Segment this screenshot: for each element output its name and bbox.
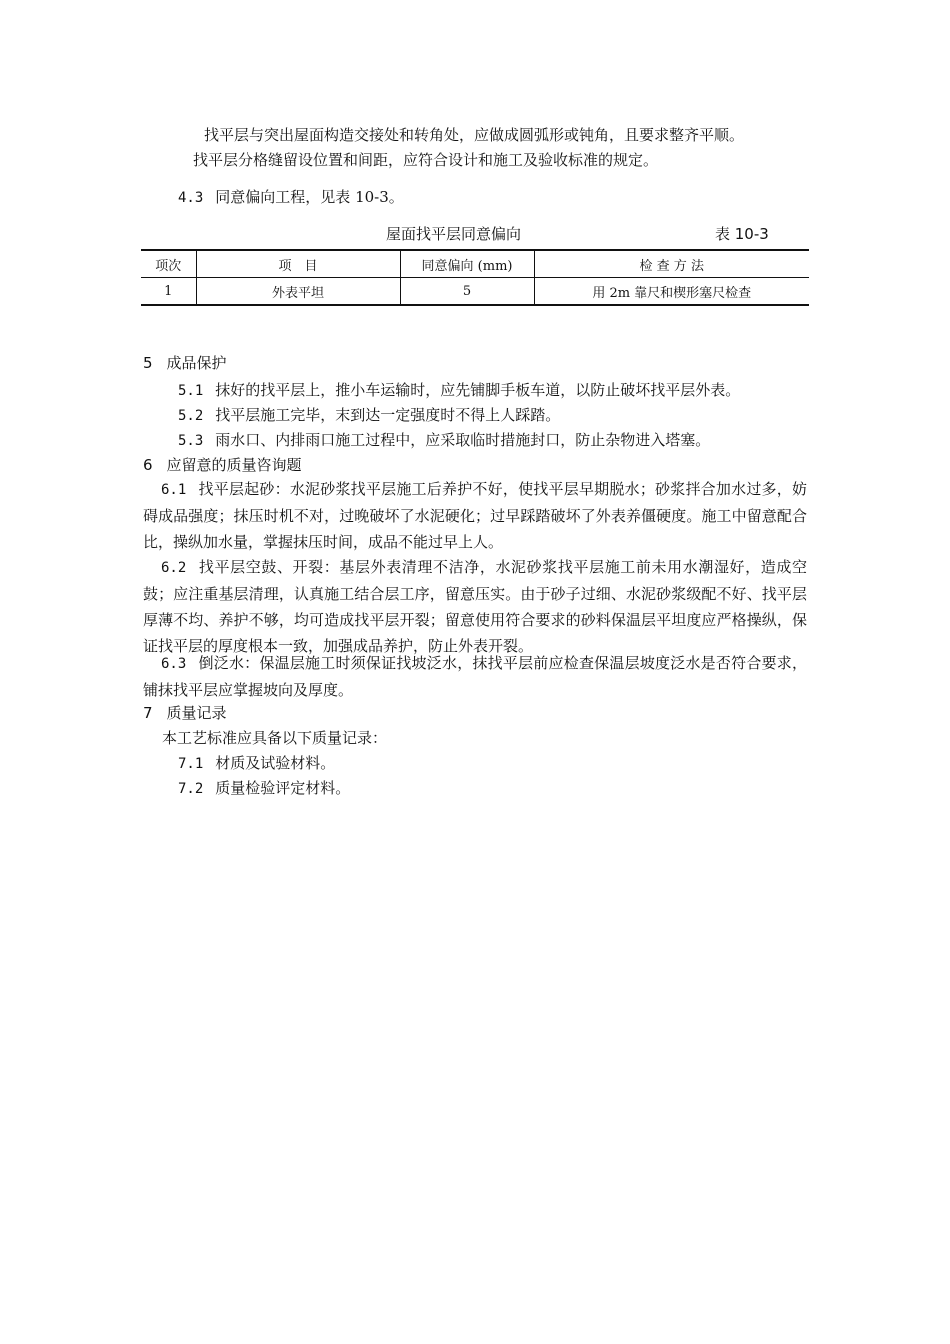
- item-text: 质量检验评定材料。: [215, 779, 351, 797]
- table-row: [141, 278, 809, 306]
- table-number: 表 10-3: [715, 225, 769, 243]
- item-number: 5.1: [178, 383, 204, 399]
- item-number: 7.1: [178, 756, 204, 772]
- section-title: 应留意的质量咨询题: [166, 456, 302, 474]
- item-text: 同意偏向工程，见表 10-3。: [215, 188, 404, 206]
- table-header-row: [141, 250, 809, 278]
- section-7-heading: [143, 703, 227, 723]
- intro-line-2: 找平层分格缝留设位置和间距，应符合设计和施工及验收标准的规定。: [193, 151, 659, 169]
- item-text: 材质及试验材料。: [215, 754, 336, 772]
- item-number: 6.3: [161, 656, 187, 672]
- item-5-2: [178, 405, 560, 426]
- item-text: 抹好的找平层上，推小车运输时，应先铺脚手板车道，以防止破坏找平层外表。: [215, 381, 741, 399]
- item-4-3: [178, 187, 404, 208]
- item-5-1: [178, 380, 740, 401]
- item-number: 6.2: [161, 560, 187, 576]
- item-5-3: [178, 430, 710, 451]
- item-text: 找平层施工完毕，末到达一定强度时不得上人踩踏。: [215, 406, 561, 424]
- table-cell: 1: [141, 278, 196, 306]
- item-number: 4.3: [178, 190, 204, 206]
- item-6-2: [143, 554, 807, 659]
- table-cell: 外表平坦: [196, 278, 400, 306]
- item-7-2: [178, 778, 350, 799]
- table-cell: 用 2m 靠尺和楔形塞尺检查: [534, 278, 809, 306]
- item-text: 找平层起砂：水泥砂浆找平层施工后养护不好，使找平层早期脱水；砂浆拌合加水过多，妨碍成品强度；抹压时机不对，过晚破坏了水泥硬化；过早踩踏破坏了外表养僵硬度。施工中留意配合比，操纵加水量，掌握抹压时间，成品不能过早上人。: [143, 480, 807, 551]
- item-number: 7.2: [178, 781, 204, 797]
- section-5-heading: [143, 353, 227, 373]
- tolerance-table: [141, 249, 809, 306]
- item-text: 雨水口、内排雨口施工过程中，应采取临时措施封口，防止杂物进入塔塞。: [215, 431, 711, 449]
- table-cell: 5: [400, 278, 534, 306]
- table-header-cell: 项 目: [196, 250, 400, 278]
- section-7-intro: 本工艺标准应具备以下质量记录：: [162, 729, 388, 747]
- item-6-1: [143, 476, 807, 555]
- item-text: 倒泛水：保温层施工时须保证找坡泛水，抹找平层前应检查保温层坡度泛水是否符合要求，铺抹找平层应掌握坡向及厚度。: [143, 654, 807, 699]
- item-number: 5.2: [178, 408, 204, 424]
- table-header-cell: 同意偏向 (mm): [400, 250, 534, 278]
- section-number: 7: [143, 704, 153, 722]
- intro-line-1: 找平层与突出屋面构造交接处和转角处，应做成圆弧形或钝角，且要求整齐平顺。: [204, 126, 745, 144]
- table-header-cell: 检 查 方 法: [534, 250, 809, 278]
- section-title: 成品保护: [166, 354, 227, 372]
- item-text: 找平层空鼓、开裂：基层外表清理不洁净，水泥砂浆找平层施工前未用水潮湿好，造成空鼓；应注重基层清理，认真施工结合层工序，留意压实。由于砂子过细、水泥砂浆级配不好、找平层厚薄不均、养护不够，均可造成找平层开裂；留意使用符合要求的砂料保温层平坦度应严格操纵，保证找平层的厚度根本一致，加强成品养护，防止外表开裂。: [143, 558, 807, 655]
- item-number: 5.3: [178, 433, 204, 449]
- table-title: 屋面找平层同意偏向: [386, 225, 522, 243]
- section-number: 5: [143, 354, 153, 372]
- section-6-heading: [143, 455, 302, 475]
- section-title: 质量记录: [166, 704, 227, 722]
- section-number: 6: [143, 456, 153, 474]
- item-7-1: [178, 753, 335, 774]
- item-number: 6.1: [161, 482, 187, 498]
- table-header-cell: 项次: [141, 250, 196, 278]
- item-6-3: [143, 650, 807, 703]
